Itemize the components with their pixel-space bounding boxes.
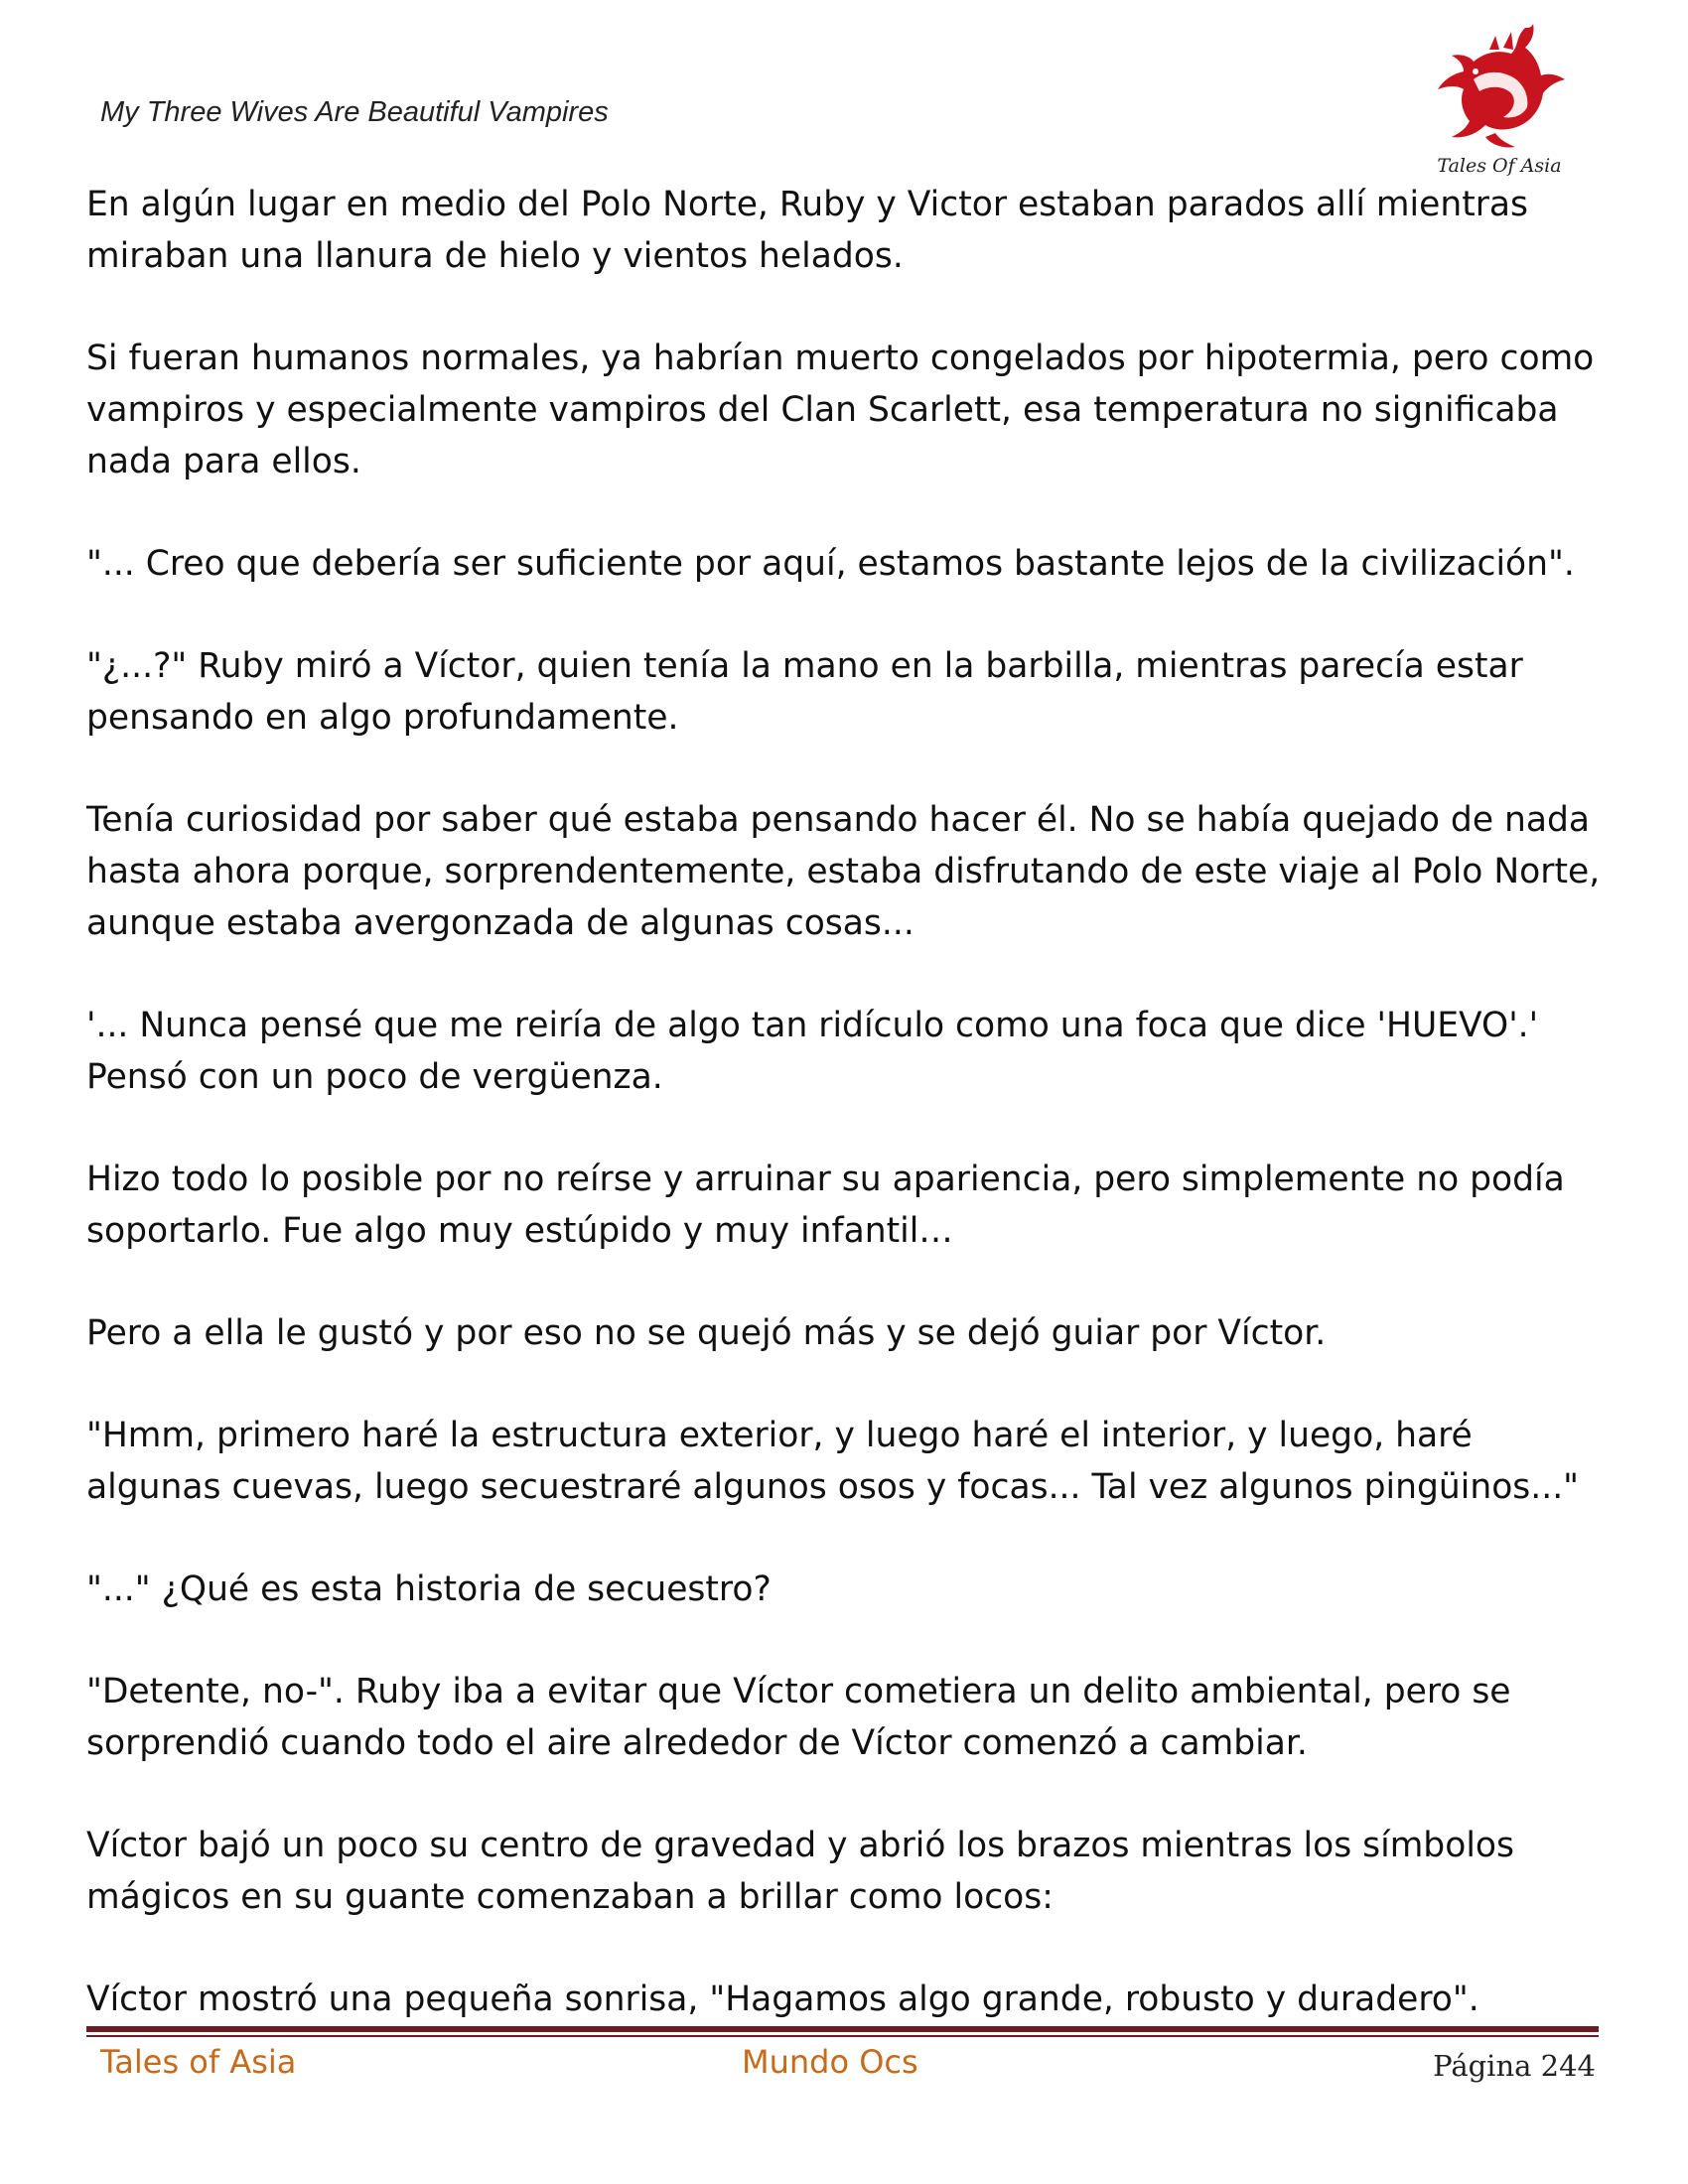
logo-text: Tales Of Asia [1437, 155, 1562, 177]
paragraph: Tenía curiosidad por saber qué estaba pensando hacer él. No se había quejado de nada hasta ahora porque, sorprendentemente, estaba disfrutando de este viaje al Polo Norte, aunque estaba avergonzada de algunas cosas... [86, 800, 1601, 943]
paragraph: '... Nunca pensé que me reiría de algo tan ridículo como una foca que dice 'HUEVO'.' Pensó con un poco de vergüenza. [86, 1006, 1539, 1097]
footer-section-name: Mundo Ocs [742, 2043, 918, 2081]
paragraph: Hizo todo lo posible por no reírse y arruinar su apariencia, pero simplemente no podía soportarlo. Fue algo muy estúpido y muy infantil… [86, 1160, 1565, 1251]
paragraph: "... Creo que debería ser suficiente por aquí, estamos bastante lejos de la civilización". [86, 544, 1575, 584]
tales-of-asia-logo [1430, 20, 1569, 179]
footer-divider [86, 2026, 1599, 2037]
paragraph: Si fueran humanos normales, ya habrían muerto congelados por hipotermia, pero como vampiros y especialmente vampiros del Clan Scarlett, esa temperatura no significaba nada para ellos. [86, 339, 1595, 481]
page-number: Página 244 [1433, 2049, 1596, 2083]
paragraph: "Hmm, primero haré la estructura exterior, y luego haré el interior, y luego, haré algunas cuevas, luego secuestraré algunos osos y focas... Tal vez algunos pingüinos..." [86, 1416, 1580, 1507]
chapter-body [86, 179, 1616, 2076]
paragraph: "¿...?" Ruby miró a Víctor, quien tenía la mano en la barbilla, mientras parecía estar pensando en algo profundamente. [86, 646, 1523, 738]
page-header-title: My Three Wives Are Beautiful Vampires [100, 96, 609, 128]
paragraph: "Detente, no-". Ruby iba a evitar que Víctor cometiera un delito ambiental, pero se sorprendió cuando todo el aire alrededor de Víctor comenzó a cambiar. [86, 1672, 1511, 1763]
red-dragon-icon [1430, 20, 1569, 159]
paragraph: "..." ¿Qué es esta historia de secuestro? [86, 1570, 772, 1609]
paragraph: En algún lugar en medio del Polo Norte, Ruby y Victor estaban parados allí mientras miraban una llanura de hielo y vientos helados. [86, 185, 1529, 276]
paragraph: Víctor bajó un poco su centro de gravedad y abrió los brazos mientras los símbolos mágicos en su guante comenzaban a brillar como locos: [86, 1826, 1514, 1917]
paragraph: Pero a ella le gustó y por eso no se quejó más y se dejó guiar por Víctor. [86, 1313, 1327, 1353]
paragraph: Víctor mostró una pequeña sonrisa, "Hagamos algo grande, robusto y duradero". [86, 1979, 1479, 2019]
footer-site-name: Tales of Asia [100, 2043, 297, 2081]
